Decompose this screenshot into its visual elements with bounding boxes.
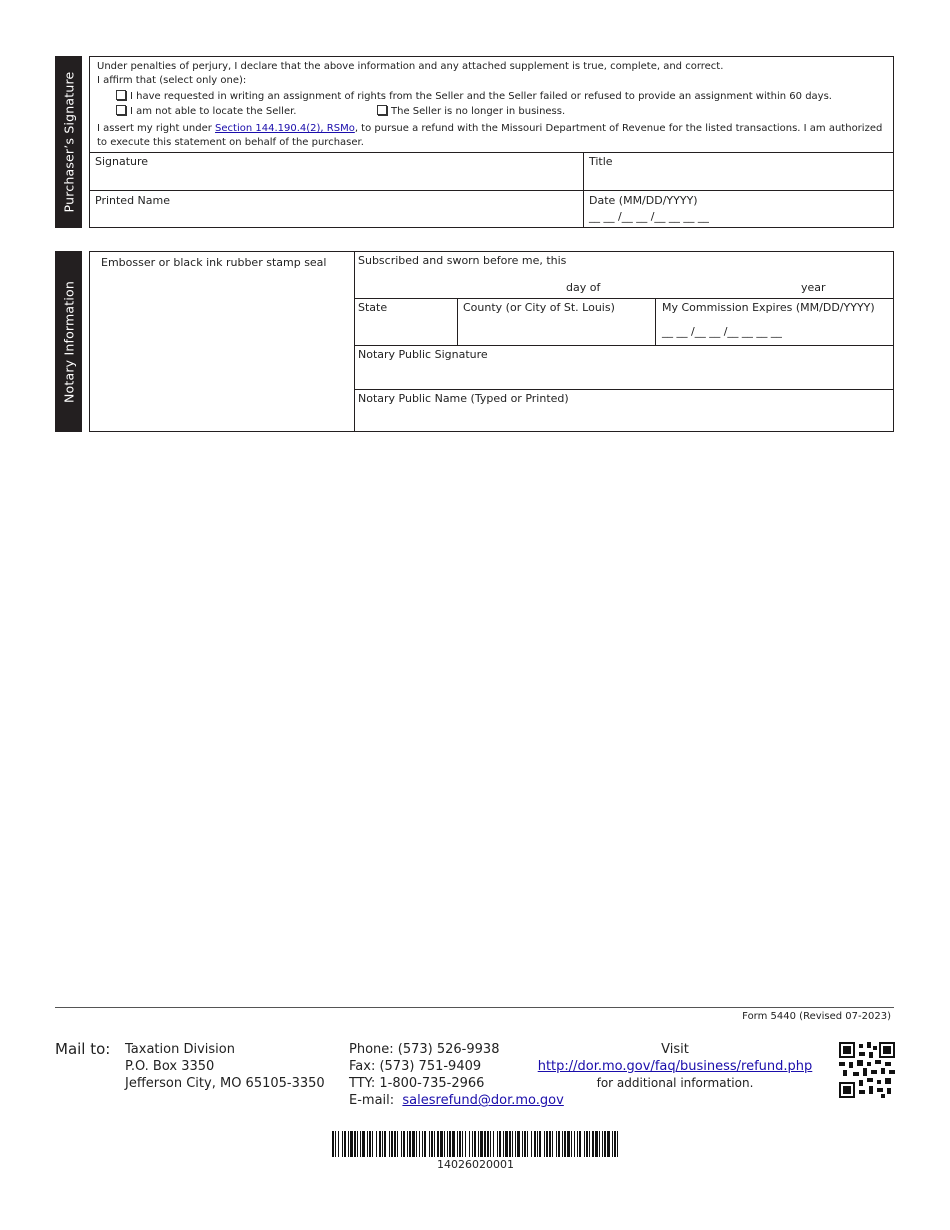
assert-statement [97,122,887,150]
option-no-business-row[interactable] [377,105,565,119]
option-no-business-label: The Seller is no longer in business. [391,106,566,117]
section-link[interactable]: Section 144.190.4(2), RSMo [215,123,355,134]
date-field[interactable] [583,190,893,227]
refund-url-link[interactable]: http://dor.mo.gov/faq/business/refund.php [537,1059,813,1074]
notary-signature-label: Notary Public Signature [358,348,488,361]
option-requested-row[interactable] [116,90,832,104]
fax: Fax: (573) 751-9409 [349,1059,482,1074]
date-placeholder: __ __ /__ __ /__ __ __ __ [589,210,709,223]
purchaser-tab-label: Purchaser’s Signature [61,71,76,213]
signature-label: Signature [95,155,149,168]
address-line-2: P.O. Box 3350 [125,1059,215,1074]
additional-info: for additional information. [596,1076,754,1090]
assert-suffix: , to pursue a refund with the Missouri Department of Revenue for the listed transactions. I am authorized to execute this statement on behalf of the purchaser. [97,123,883,148]
barcode-number: 14026020001 [437,1158,514,1171]
form-id: Form 5440 (Revised 07-2023) [742,1011,891,1022]
notary-name-field[interactable] [354,389,893,431]
day-of-label: day of [566,281,601,294]
title-field[interactable] [583,152,893,190]
option-not-locate-label: I am not able to locate the Seller. [130,106,297,117]
assert-prefix: I assert my right under [97,123,216,134]
affirm-intro: I affirm that (select only one): [97,75,247,86]
commission-field[interactable] [655,298,893,345]
mailing-address [125,1041,325,1092]
printed-name-label: Printed Name [95,194,171,207]
seal-label: Embosser or black ink rubber stamp seal [101,256,327,269]
option-no-business-checkbox[interactable] [377,105,387,115]
title-label: Title [589,155,613,168]
notary-name-label: Notary Public Name (Typed or Printed) [358,392,569,405]
perjury-statement: Under penalties of perjury, I declare that the above information and any attached supplement is true, complete, and correct. [97,61,724,72]
notary-information-tab [55,251,82,432]
printed-name-field[interactable] [90,190,583,227]
email-label: E-mail: [349,1093,395,1108]
address-line-3: Jefferson City, MO 65105-3350 [125,1076,325,1091]
commission-label: My Commission Expires (MM/DD/YYYY) [662,301,875,314]
purchaser-signature-tab [55,56,82,228]
notary-signature-field[interactable] [354,345,893,389]
county-label: County (or City of St. Louis) [463,301,615,314]
state-label: State [358,301,388,314]
footer-divider [55,1007,894,1008]
tty: TTY: 1-800-735-2966 [349,1076,485,1091]
visit-label: Visit [661,1042,689,1057]
seal-area [90,252,354,431]
commission-placeholder: __ __ /__ __ /__ __ __ __ [662,325,782,338]
mail-to-label: Mail to: [55,1040,111,1058]
year-label: year [801,281,826,294]
qr-code-icon [839,1042,895,1098]
option-requested-checkbox[interactable] [116,90,126,100]
sworn-field[interactable] [354,252,893,298]
sworn-label: Subscribed and sworn before me, this [358,254,567,267]
purchaser-signature-section [89,56,894,228]
phone: Phone: (573) 526-9938 [349,1042,500,1057]
state-field[interactable] [354,298,457,345]
option-not-locate-row[interactable] [116,105,296,119]
option-not-locate-checkbox[interactable] [116,105,126,115]
option-requested-label: I have requested in writing an assignment of rights from the Seller and the Seller failed or refused to provide an assignment within 60 days. [130,91,832,102]
signature-field[interactable] [90,152,583,190]
date-label: Date (MM/DD/YYYY) [589,194,698,207]
notary-section [89,251,894,432]
email-link[interactable]: salesrefund@dor.mo.gov [402,1093,564,1108]
visit-info [530,1041,820,1092]
barcode-icon [332,1131,619,1157]
county-field[interactable] [457,298,655,345]
notary-tab-label: Notary Information [61,280,76,403]
address-line-1: Taxation Division [125,1042,235,1057]
